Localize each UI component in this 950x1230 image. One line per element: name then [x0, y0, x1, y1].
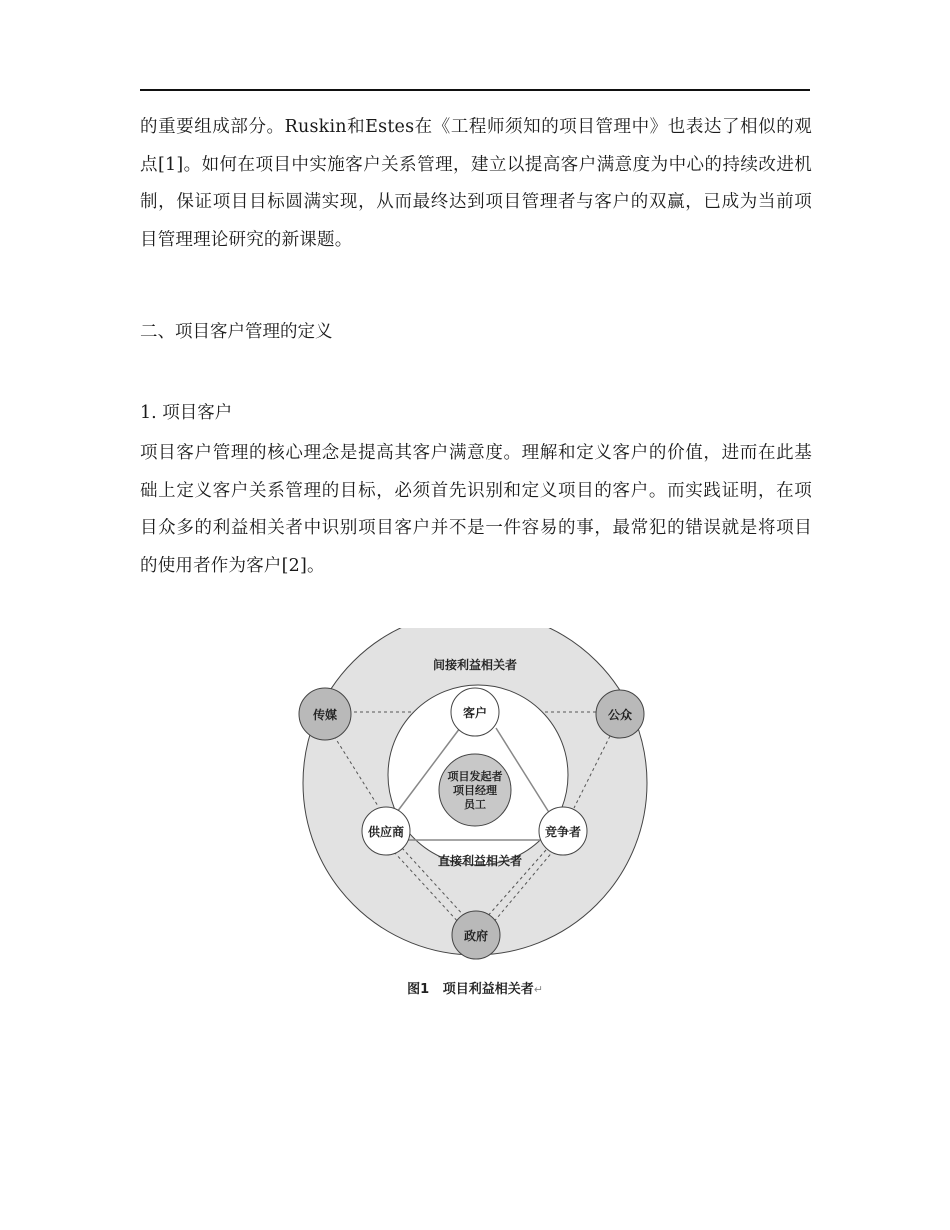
center-line-2: 项目经理	[453, 784, 497, 797]
government-label: 政府	[463, 929, 489, 943]
competitor-label: 竞争者	[544, 825, 582, 839]
header-rule	[140, 89, 810, 91]
caption-title: 项目利益相关者	[442, 982, 534, 997]
clients-paragraph: 项目客户管理的核心理念是提高其客户满意度。理解和定义客户的价值，进而在此基础上定义客户关系管理的目标，必须首先识别和定义项目的客户。而实践证明，在项目众多的利益相关者中识别项目客户并不是一件容易的事，最常犯的错误就是将项目的使用者作为客户[2]。	[140, 443, 812, 576]
supplier-label: 供应商	[367, 825, 405, 839]
caption-number: 图1	[407, 982, 430, 997]
inner-ring-label: 直接利益相关者	[437, 854, 523, 868]
section-heading: 二、项目客户管理的定义	[140, 322, 333, 342]
stakeholder-diagram	[290, 628, 660, 968]
subsection-heading: 1. 项目客户	[140, 403, 233, 423]
center-line-1: 项目发起者	[447, 770, 503, 783]
media-label: 传媒	[312, 708, 338, 722]
intro-paragraph: 的重要组成部分。Ruskin和Estes在《工程师须知的项目管理中》也表达了相似的观点[1]。如何在项目中实施客户关系管理，建立以提高客户满意度为中心的持续改进机制，保证项目目标圆满实现，从而最终达到项目管理者与客户的双赢，已成为当前项目管理理论研究的新课题。	[140, 117, 812, 250]
outer-ring-label: 间接利益相关者	[432, 658, 518, 672]
public-label: 公众	[607, 708, 633, 722]
figure-caption	[0, 978, 950, 997]
center-line-3: 员工	[464, 798, 486, 811]
paragraph-mark-icon: ↵	[533, 983, 543, 996]
customer-label: 客户	[462, 706, 488, 720]
stakeholder-figure	[290, 628, 660, 968]
